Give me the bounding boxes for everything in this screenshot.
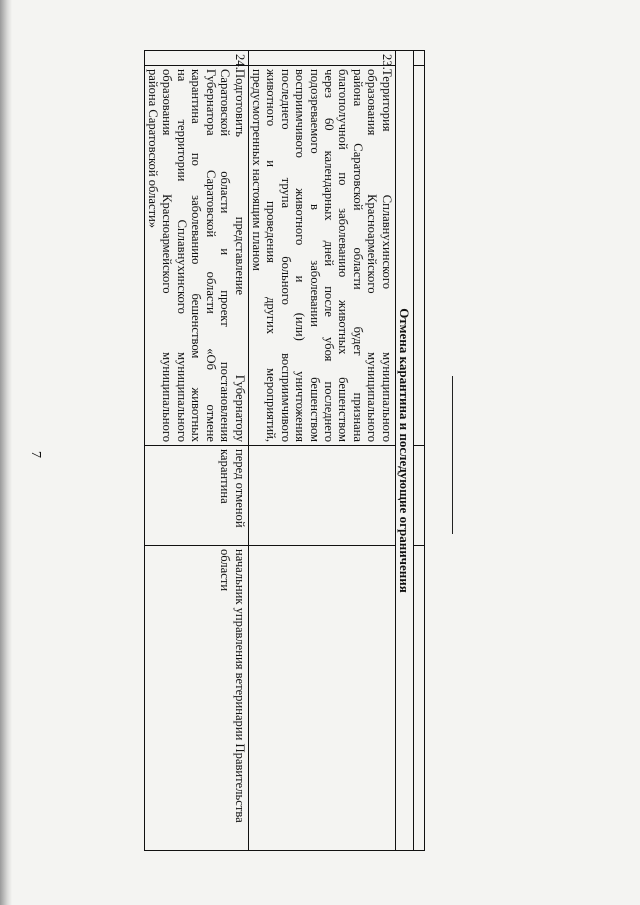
action-line: Подготовить представление Губернатору (232, 69, 247, 442)
action-line: на территории Сплавнухинского муниципального (174, 69, 189, 442)
page-number: 7 (28, 451, 43, 458)
table-row (144, 51, 248, 851)
action-line: района Саратовской области будет признана (350, 69, 365, 442)
action-line: подозреваемого в заболевании бешенством (307, 69, 322, 442)
row-responsible: начальник управления ветеринарии Правительства области (144, 546, 248, 851)
action-line: образования Красноармейского муниципального (160, 69, 175, 442)
plan-table (144, 50, 425, 851)
row-term: перед отменой карантина (144, 446, 248, 546)
action-line: Территория Сплавнухинского муниципального (379, 69, 394, 442)
action-line: через 60 календарных дней после убоя последнего (321, 69, 336, 442)
table-top-strip (414, 51, 425, 851)
row-responsible (248, 546, 395, 851)
signature-line (452, 376, 453, 534)
action-line: Губернатора Саратовской области «Об отмене (203, 69, 218, 442)
row-action (144, 66, 248, 446)
scan-edge (0, 0, 12, 905)
section-header-row (395, 51, 413, 851)
section-title: Отмена карантина и последующие ограничения (395, 51, 413, 851)
action-line: предусмотренных настоящим планом (249, 69, 264, 271)
action-line: карантина по заболеванию бешенством животных (189, 69, 204, 442)
row-term (248, 446, 395, 546)
document-table-rotated (85, 50, 425, 850)
action-line: благополучной по заболеванию животных бешенством (336, 69, 351, 442)
action-line: восприимчивого животного и (или) уничтожения (293, 69, 308, 442)
action-line: района Саратовской области» (146, 69, 161, 229)
row-number: 23. (248, 51, 395, 66)
action-line: животного и проведения других мероприятий, (264, 69, 279, 442)
table-row (248, 51, 395, 851)
action-line: последнего трупа больного восприимчивого (278, 69, 293, 442)
row-number: 24. (144, 51, 248, 66)
action-line: образования Красноармейского муниципального (365, 69, 380, 442)
row-action (248, 66, 395, 446)
action-line: Саратовской области и проект постановления (218, 69, 233, 442)
